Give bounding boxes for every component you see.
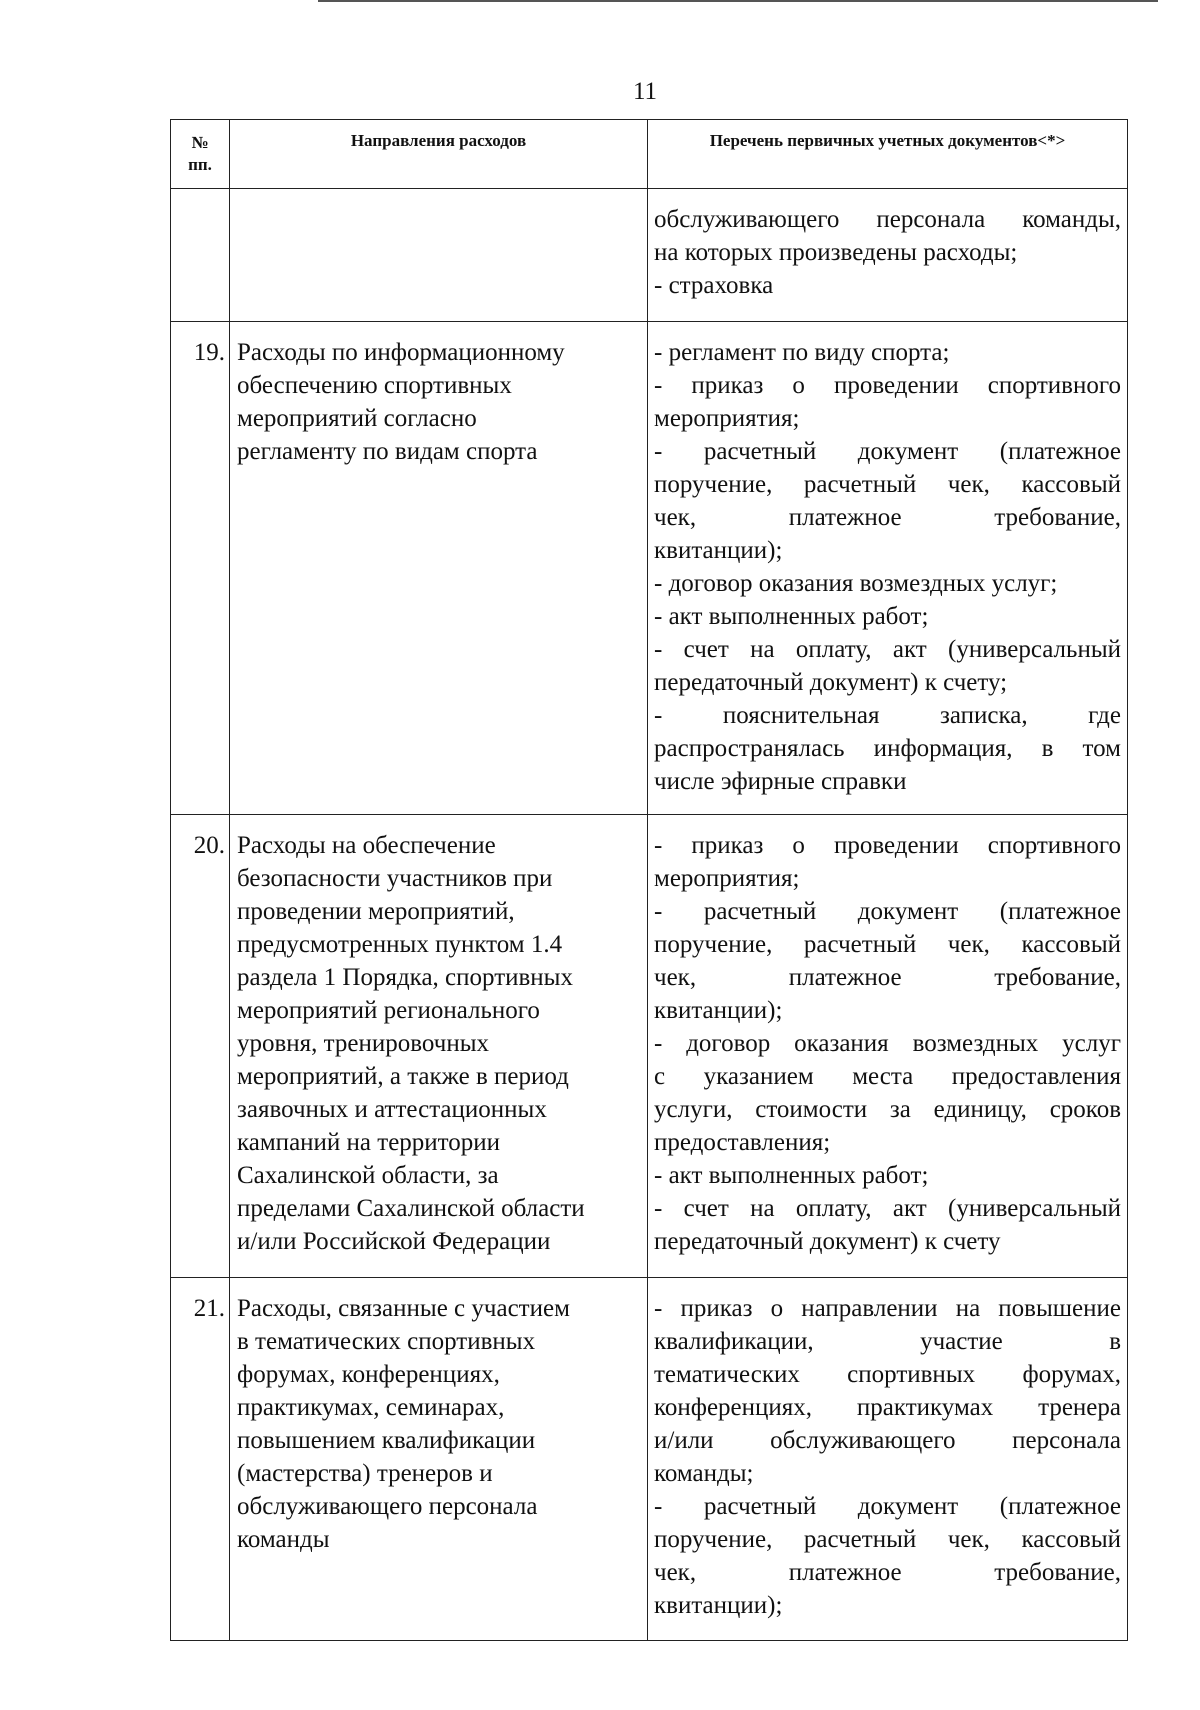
document-line: обслуживающего персонала команды, xyxy=(654,206,1121,233)
row-documents xyxy=(648,1278,1128,1641)
document-line: - регламент по виду спорта; xyxy=(654,339,950,366)
header-num xyxy=(171,120,230,189)
table-body xyxy=(171,189,1128,1641)
document-line: распространялась информация, в том xyxy=(654,735,1121,762)
document-line: числе эфирные справки xyxy=(654,768,907,795)
document-line: - акт выполненных работ; xyxy=(654,603,929,630)
direction-line: форумах, конференциях, xyxy=(237,1361,500,1388)
top-rule xyxy=(318,0,1158,2)
document-line: мероприятия; xyxy=(654,865,800,892)
document-line: - пояснительная записка, где xyxy=(654,702,1121,729)
header-direction xyxy=(230,120,648,189)
table-header xyxy=(171,120,1128,189)
document-line: мероприятия; xyxy=(654,405,800,432)
row-num: 19. xyxy=(171,322,230,815)
direction-line: Расходы на обеспечение xyxy=(237,832,496,859)
document-line: квалификации, участие в xyxy=(654,1328,1121,1355)
document-line: поручение, расчетный чек, кассовый xyxy=(654,471,1121,498)
table-row xyxy=(171,1278,1128,1641)
direction-line: мероприятий согласно xyxy=(237,405,477,432)
direction-line: заявочных и аттестационных xyxy=(237,1096,547,1123)
document-line: - приказ о проведении спортивного xyxy=(654,832,1121,859)
header-num-line1: № xyxy=(191,133,209,152)
row-direction xyxy=(230,1278,648,1641)
document-line: команды; xyxy=(654,1460,754,1487)
document-line: - страховка xyxy=(654,272,774,299)
direction-line: практикумах, семинарах, xyxy=(237,1394,505,1421)
row-num xyxy=(171,189,230,322)
document-line: предоставления; xyxy=(654,1129,831,1156)
document-line: с указанием места предоставления xyxy=(654,1063,1121,1090)
direction-line: уровня, тренировочных xyxy=(237,1030,490,1057)
document-line: - счет на оплату, акт (универсальный xyxy=(654,636,1121,663)
row-num: 21. xyxy=(171,1278,230,1641)
row-documents xyxy=(648,189,1128,322)
document-line: - приказ о проведении спортивного xyxy=(654,372,1121,399)
direction-line: раздела 1 Порядка, спортивных xyxy=(237,964,573,991)
table-row xyxy=(171,189,1128,322)
document-line: - договор оказания возмездных услуг; xyxy=(654,570,1058,597)
row-documents xyxy=(648,322,1128,815)
document-line: услуги, стоимости за единицу, сроков xyxy=(654,1096,1121,1123)
document-line: передаточный документ) к счету; xyxy=(654,669,1008,696)
document-line: квитанции); xyxy=(654,537,783,564)
header-num-line2: пп. xyxy=(188,155,212,174)
direction-line: предусмотренных пунктом 1.4 xyxy=(237,931,563,958)
document-line: - расчетный документ (платежное xyxy=(654,1493,1121,1520)
direction-line: проведении мероприятий, xyxy=(237,898,515,925)
direction-line: (мастерства) тренеров и xyxy=(237,1460,493,1487)
document-line: - договор оказания возмездных услуг xyxy=(654,1030,1121,1057)
document-line: квитанции); xyxy=(654,997,783,1024)
row-direction xyxy=(230,815,648,1278)
document-line: тематических спортивных форумах, xyxy=(654,1361,1121,1388)
direction-line: регламенту по видам спорта xyxy=(237,438,538,465)
document-line: чек, платежное требование, xyxy=(654,1559,1121,1586)
direction-line: Сахалинской области, за xyxy=(237,1162,499,1189)
direction-line: безопасности участников при xyxy=(237,865,553,892)
row-documents xyxy=(648,815,1128,1278)
header-documents xyxy=(648,120,1128,189)
direction-line: мероприятий, а также в период xyxy=(237,1063,569,1090)
direction-line: мероприятий регионального xyxy=(237,997,540,1024)
header-row xyxy=(171,120,1128,189)
page-number: 11 xyxy=(632,78,658,105)
direction-line: Расходы, связанные с участием xyxy=(237,1295,570,1322)
direction-line: в тематических спортивных xyxy=(237,1328,536,1355)
direction-line: кампаний на территории xyxy=(237,1129,501,1156)
document-line: - расчетный документ (платежное xyxy=(654,438,1121,465)
direction-line: Расходы по информационному xyxy=(237,339,565,366)
row-direction xyxy=(230,189,648,322)
expenses-table xyxy=(170,119,1128,1641)
document-line: - счет на оплату, акт (универсальный xyxy=(654,1195,1121,1222)
document-line: квитанции); xyxy=(654,1592,783,1619)
direction-line: обслуживающего персонала xyxy=(237,1493,538,1520)
direction-line: повышением квалификации xyxy=(237,1427,536,1454)
header-direction-label: Направления расходов xyxy=(350,131,527,150)
document-line: чек, платежное требование, xyxy=(654,964,1121,991)
document-line: - акт выполненных работ; xyxy=(654,1162,929,1189)
direction-line: и/или Российской Федерации xyxy=(237,1228,551,1255)
direction-line: пределами Сахалинской области xyxy=(237,1195,585,1222)
document-line: на которых произведены расходы; xyxy=(654,239,1018,266)
document-line: - приказ о направлении на повышение xyxy=(654,1295,1121,1322)
document-line: поручение, расчетный чек, кассовый xyxy=(654,1526,1121,1553)
document-line: передаточный документ) к счету xyxy=(654,1228,1001,1255)
document-line: - расчетный документ (платежное xyxy=(654,898,1121,925)
table-row xyxy=(171,815,1128,1278)
document-line: чек, платежное требование, xyxy=(654,504,1121,531)
row-num: 20. xyxy=(171,815,230,1278)
direction-line: обеспечению спортивных xyxy=(237,372,512,399)
document-line: и/или обслуживающего персонала xyxy=(654,1427,1121,1454)
document-line: конференциях, практикумах тренера xyxy=(654,1394,1121,1421)
table-row xyxy=(171,322,1128,815)
direction-line: команды xyxy=(237,1526,330,1553)
document-line: поручение, расчетный чек, кассовый xyxy=(654,931,1121,958)
row-direction xyxy=(230,322,648,815)
header-documents-label: Перечень первичных учетных документов<*> xyxy=(709,131,1066,150)
